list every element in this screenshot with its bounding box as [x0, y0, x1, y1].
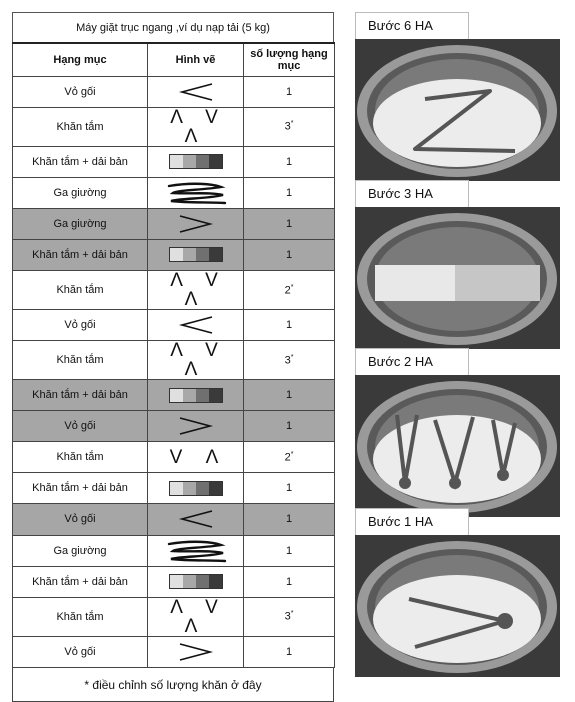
- wave-glyph: Λ V Λ: [170, 596, 227, 637]
- drum-photo: [355, 535, 560, 677]
- row-figure: [148, 76, 244, 107]
- table-row: [13, 341, 335, 380]
- header-quantity: số lượng hạng mục: [244, 43, 335, 76]
- greater-than-icon: [176, 415, 216, 437]
- row-category: Khăn tắm + dải bản: [13, 146, 148, 177]
- table-row: [13, 504, 335, 535]
- wave-glyph: Λ V Λ: [170, 106, 227, 147]
- drum-photo: [355, 207, 560, 349]
- row-quantity: 1: [244, 309, 335, 340]
- vee-glyph: V Λ: [169, 446, 228, 468]
- row-quantity: 3*: [244, 341, 335, 380]
- row-quantity: 2*: [244, 270, 335, 309]
- row-quantity: 1: [244, 535, 335, 566]
- step-photo: [355, 180, 560, 349]
- row-figure: [148, 380, 244, 411]
- row-quantity: 1: [244, 177, 335, 208]
- table-row: [13, 535, 335, 566]
- row-category: Vỏ gối: [13, 504, 148, 535]
- step-photo: [355, 508, 560, 677]
- row-category: Khăn tắm + dải bản: [13, 473, 148, 504]
- drum-photo: [355, 39, 560, 181]
- step-label: Bước 6 HA: [355, 12, 469, 39]
- row-figure: [148, 239, 244, 270]
- color-strip-icon: [169, 154, 223, 169]
- drum-photo: [355, 375, 560, 517]
- row-quantity: 1: [244, 76, 335, 107]
- row-figure: [148, 309, 244, 340]
- less-than-icon: [176, 508, 216, 530]
- row-category: Khăn tắm: [13, 597, 148, 636]
- row-category: Vỏ gối: [13, 411, 148, 442]
- row-figure: [148, 535, 244, 566]
- row-category: Khăn tắm + dải bản: [13, 380, 148, 411]
- row-figure: [148, 566, 244, 597]
- header-category: Hạng mục: [13, 43, 148, 76]
- row-figure: [148, 270, 244, 309]
- row-quantity: 1: [244, 636, 335, 667]
- row-category: Ga giường: [13, 177, 148, 208]
- row-category: Khăn tắm: [13, 107, 148, 146]
- row-figure: [148, 442, 244, 473]
- row-category: Khăn tắm: [13, 341, 148, 380]
- greater-than-icon: [176, 213, 216, 235]
- scribble-icon: [163, 538, 229, 564]
- row-quantity: 1: [244, 380, 335, 411]
- row-quantity: 1: [244, 239, 335, 270]
- header-figure: Hình vẽ: [148, 43, 244, 76]
- row-quantity: 2*: [244, 442, 335, 473]
- row-category: Khăn tắm + dải bản: [13, 239, 148, 270]
- row-category: Vỏ gối: [13, 309, 148, 340]
- loading-table: [12, 12, 334, 702]
- step-label: Bước 1 HA: [355, 508, 469, 535]
- row-figure: [148, 107, 244, 146]
- color-strip-icon: [169, 481, 223, 496]
- step-photo: [355, 12, 560, 181]
- header-row: [13, 43, 335, 76]
- table-row: [13, 380, 335, 411]
- row-quantity: 1: [244, 208, 335, 239]
- color-strip-icon: [169, 574, 223, 589]
- row-figure: [148, 473, 244, 504]
- table-row: [13, 473, 335, 504]
- row-category: Vỏ gối: [13, 636, 148, 667]
- table-row: [13, 270, 335, 309]
- row-category: Khăn tắm + dải bản: [13, 566, 148, 597]
- greater-than-icon: [176, 641, 216, 663]
- row-figure: [148, 411, 244, 442]
- table-row: [13, 597, 335, 636]
- row-quantity: 1: [244, 411, 335, 442]
- table-row: [13, 239, 335, 270]
- loading-grid: [12, 42, 335, 668]
- row-quantity: 3*: [244, 597, 335, 636]
- row-quantity: 1: [244, 473, 335, 504]
- row-figure: [148, 208, 244, 239]
- less-than-icon: [176, 81, 216, 103]
- wave-glyph: Λ V Λ: [170, 340, 227, 381]
- row-quantity: 1: [244, 146, 335, 177]
- table-row: [13, 566, 335, 597]
- scribble-icon: [163, 180, 229, 206]
- table-row: [13, 442, 335, 473]
- row-figure: [148, 177, 244, 208]
- row-figure: [148, 341, 244, 380]
- row-category: Khăn tắm: [13, 270, 148, 309]
- less-than-icon: [176, 314, 216, 336]
- row-category: Khăn tắm: [13, 442, 148, 473]
- row-figure: [148, 504, 244, 535]
- row-category: Ga giường: [13, 208, 148, 239]
- row-quantity: 1: [244, 566, 335, 597]
- wave-glyph: Λ V Λ: [170, 269, 227, 310]
- table-row: [13, 107, 335, 146]
- table-row: [13, 177, 335, 208]
- table-row: [13, 636, 335, 667]
- row-category: Ga giường: [13, 535, 148, 566]
- row-quantity: 3*: [244, 107, 335, 146]
- step-photo: [355, 348, 560, 517]
- table-row: [13, 208, 335, 239]
- row-figure: [148, 597, 244, 636]
- table-title: Máy giặt trục ngang ,ví dụ nạp tải (5 kg): [12, 12, 334, 42]
- row-figure: [148, 146, 244, 177]
- color-strip-icon: [169, 388, 223, 403]
- row-quantity: 1: [244, 504, 335, 535]
- table-row: [13, 411, 335, 442]
- table-row: [13, 146, 335, 177]
- table-row: [13, 309, 335, 340]
- step-label: Bước 3 HA: [355, 180, 469, 207]
- color-strip-icon: [169, 247, 223, 262]
- footnote: * điều chỉnh số lượng khăn ở đây: [12, 668, 334, 702]
- row-category: Vỏ gối: [13, 76, 148, 107]
- row-figure: [148, 636, 244, 667]
- table-row: [13, 76, 335, 107]
- step-label: Bước 2 HA: [355, 348, 469, 375]
